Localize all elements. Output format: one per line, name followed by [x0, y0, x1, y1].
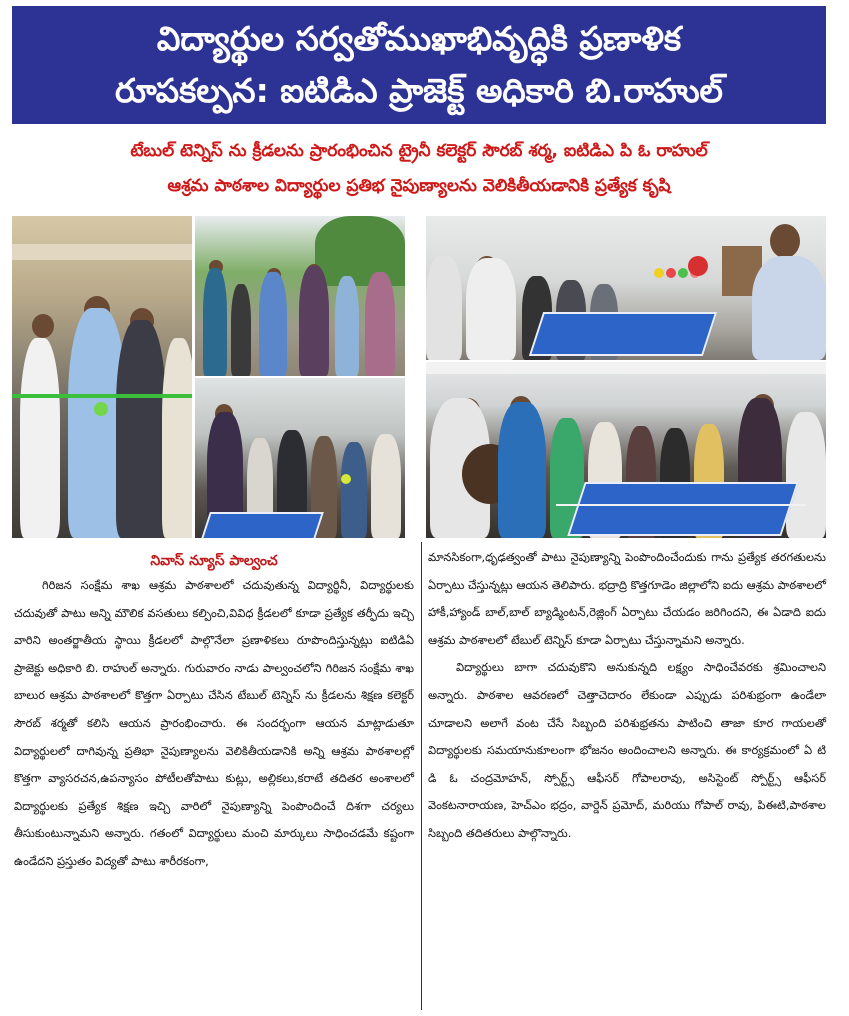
outdoor-group-photo — [195, 216, 405, 376]
subheadline-line-2: ఆశ్రమ పాఠశాల విద్యార్థుల ప్రతిభ నైపుణ్యాలను వెలికితీయడానికి ప్రత్యేక కృషి — [167, 176, 671, 196]
headline-line-1: విద్యార్థుల సర్వతోముఖాభివృద్ధికి ప్రణాళిక — [156, 19, 682, 58]
headline-banner — [12, 6, 826, 124]
byline: నివాస్ న్యూస్ పాల్వంచ — [150, 553, 278, 569]
article-paragraph: మానసికంగా,ధృఢత్వంతో పాటు నైపుణ్యాన్ని పెంపొందించేందుకు గాను ప్రత్యేక తరగతులను ఏర్పాటు చేస్తున్నట్లు ఆయన తెలిపారు. భద్రాద్రి కొత్తగూడెం జిల్లాలోని ఐదు ఆశ్రమ పాఠశాలలో హాకీ,హ్యాండ్ బాల్,బాల్ బ్యాడ్మింటన్,రెజ్లింగ్ ఏర్పాటు చేయడం జరిగిందని, ఈ ఏడాది ఐదు ఆశ్రమ పాఠశాలలో టేబుల్ టెన్నిస్ కూడా ఏర్పాటు చేస్తున్నామని అన్నారు. — [428, 550, 826, 647]
article-paragraph: గిరిజన సంక్షేమ శాఖ ఆశ్రమ పాఠశాలలో చదువుతున్న విద్యార్థినీ, విద్యార్థులకు చదువుతో పాటు అన్ని మౌలిక వసతులు కల్పించి,వివిధ క్రీడలలో కూడా ప్రత్యేక తర్ఫీదు ఇచ్చి వారిని అంతర్జాతీయ స్థాయి క్రీడలలో పాల్గొనేలా ప్రణాళికలు రూపొందిస్తున్నట్లు ఐటిడిఏ ప్రాజెక్టు అధికారి బి. రాహుల్ అన్నారు. గురువారం నాడు పాల్వంచలోని గిరిజన సంక్షేమ శాఖ బాలుర ఆశ్రమ పాఠశాలలో కొత్తగా ఏర్పాటు చేసిన టేబుల్ టెన్నిస్ ను క్రీడలను శిక్షణ కలెక్టర్ సౌరబ్ శర్మతో కలిసి ఆయన ప్రారంభించారు. ఈ సందర్భంగా ఆయన మాట్లాడుతూ విద్యార్థులలో దాగివున్న ప్రతిభా నైపుణ్యాలను వెలికితీయడానికి అన్ని ఆశ్రమ పాఠశాలల్లో కొత్తగా వ్యాసరచన,ఉపన్యాసం పోటీలతోపాటు కుట్లు, అల్లికలు,కరాటే తదితర అంశాలలో విద్యార్థులకు ప్రత్యేక శిక్షణ ఇచ్చి వారిలో నైపుణ్యాన్ని పెంపొందించే దిశగా చర్యలు తీసుకుంటున్నామని అన్నారు. గతంలో విద్యార్థులు మంచి మార్కులు సాధించడమే కష్టంగా ఉండేదని ప్రస్తుతం విద్యతో పాటు శారీరకంగా, — [14, 578, 414, 868]
subheadline — [12, 134, 826, 204]
table-tennis-hall-photo — [426, 362, 826, 538]
article-paragraph: విద్యార్థులు బాగా చదువుకొని అనుకున్నది లక్ష్యం సాధించేవరకు శ్రమించాలని అన్నారు. పాఠశాల ఆవరణలో చెత్తాచెదారం లేకుండా ఎప్పుడు పరిశుభ్రంగా ఉండేలా చూడాలని అలాగే వంట చేసే సిబ్బంది పరిశుభ్రతను పాటించి తాజా కూర గాయలతో విద్యార్థులకు సమయానుకూలంగా భోజనం అందించాలని అన్నారు. ఈ కార్యక్రమంలో ఏ టి డి ఓ చంద్రమోహన్, స్పోర్ట్స్ ఆఫీసర్ గోపాలరావు, అసిస్టెంట్ స్పోర్ట్స్ ఆఫీసర్ వెంకటనారాయణ, హెచ్ఎం భద్రం, వార్డెన్ ప్రమోద్, మరియు గోపాల్ రావు, పిఈటి,పాఠశాల సిబ్బంది తదితరులు పాల్గొన్నారు. — [428, 660, 826, 840]
table-tennis-play-photo — [426, 216, 826, 360]
article-right-column — [428, 544, 826, 848]
indoor-crowd-photo — [195, 378, 405, 538]
subheadline-line-1: టేబుల్ టెన్నిస్ ను క్రీడలను ప్రారంభించిన ట్రైనీ కలెక్టర్ సౌరబ్ శర్మ, ఐటిడిఎ పి ఓ రాహుల్ — [130, 141, 708, 161]
article-left-column — [14, 572, 414, 876]
headline-line-2: రూపకల్పన: ఐటిడిఎ ప్రాజెక్ట్ అధికారి బి.రాహుల్ — [115, 71, 723, 110]
column-divider — [421, 542, 422, 1010]
ribbon-cutting-photo — [12, 216, 192, 538]
